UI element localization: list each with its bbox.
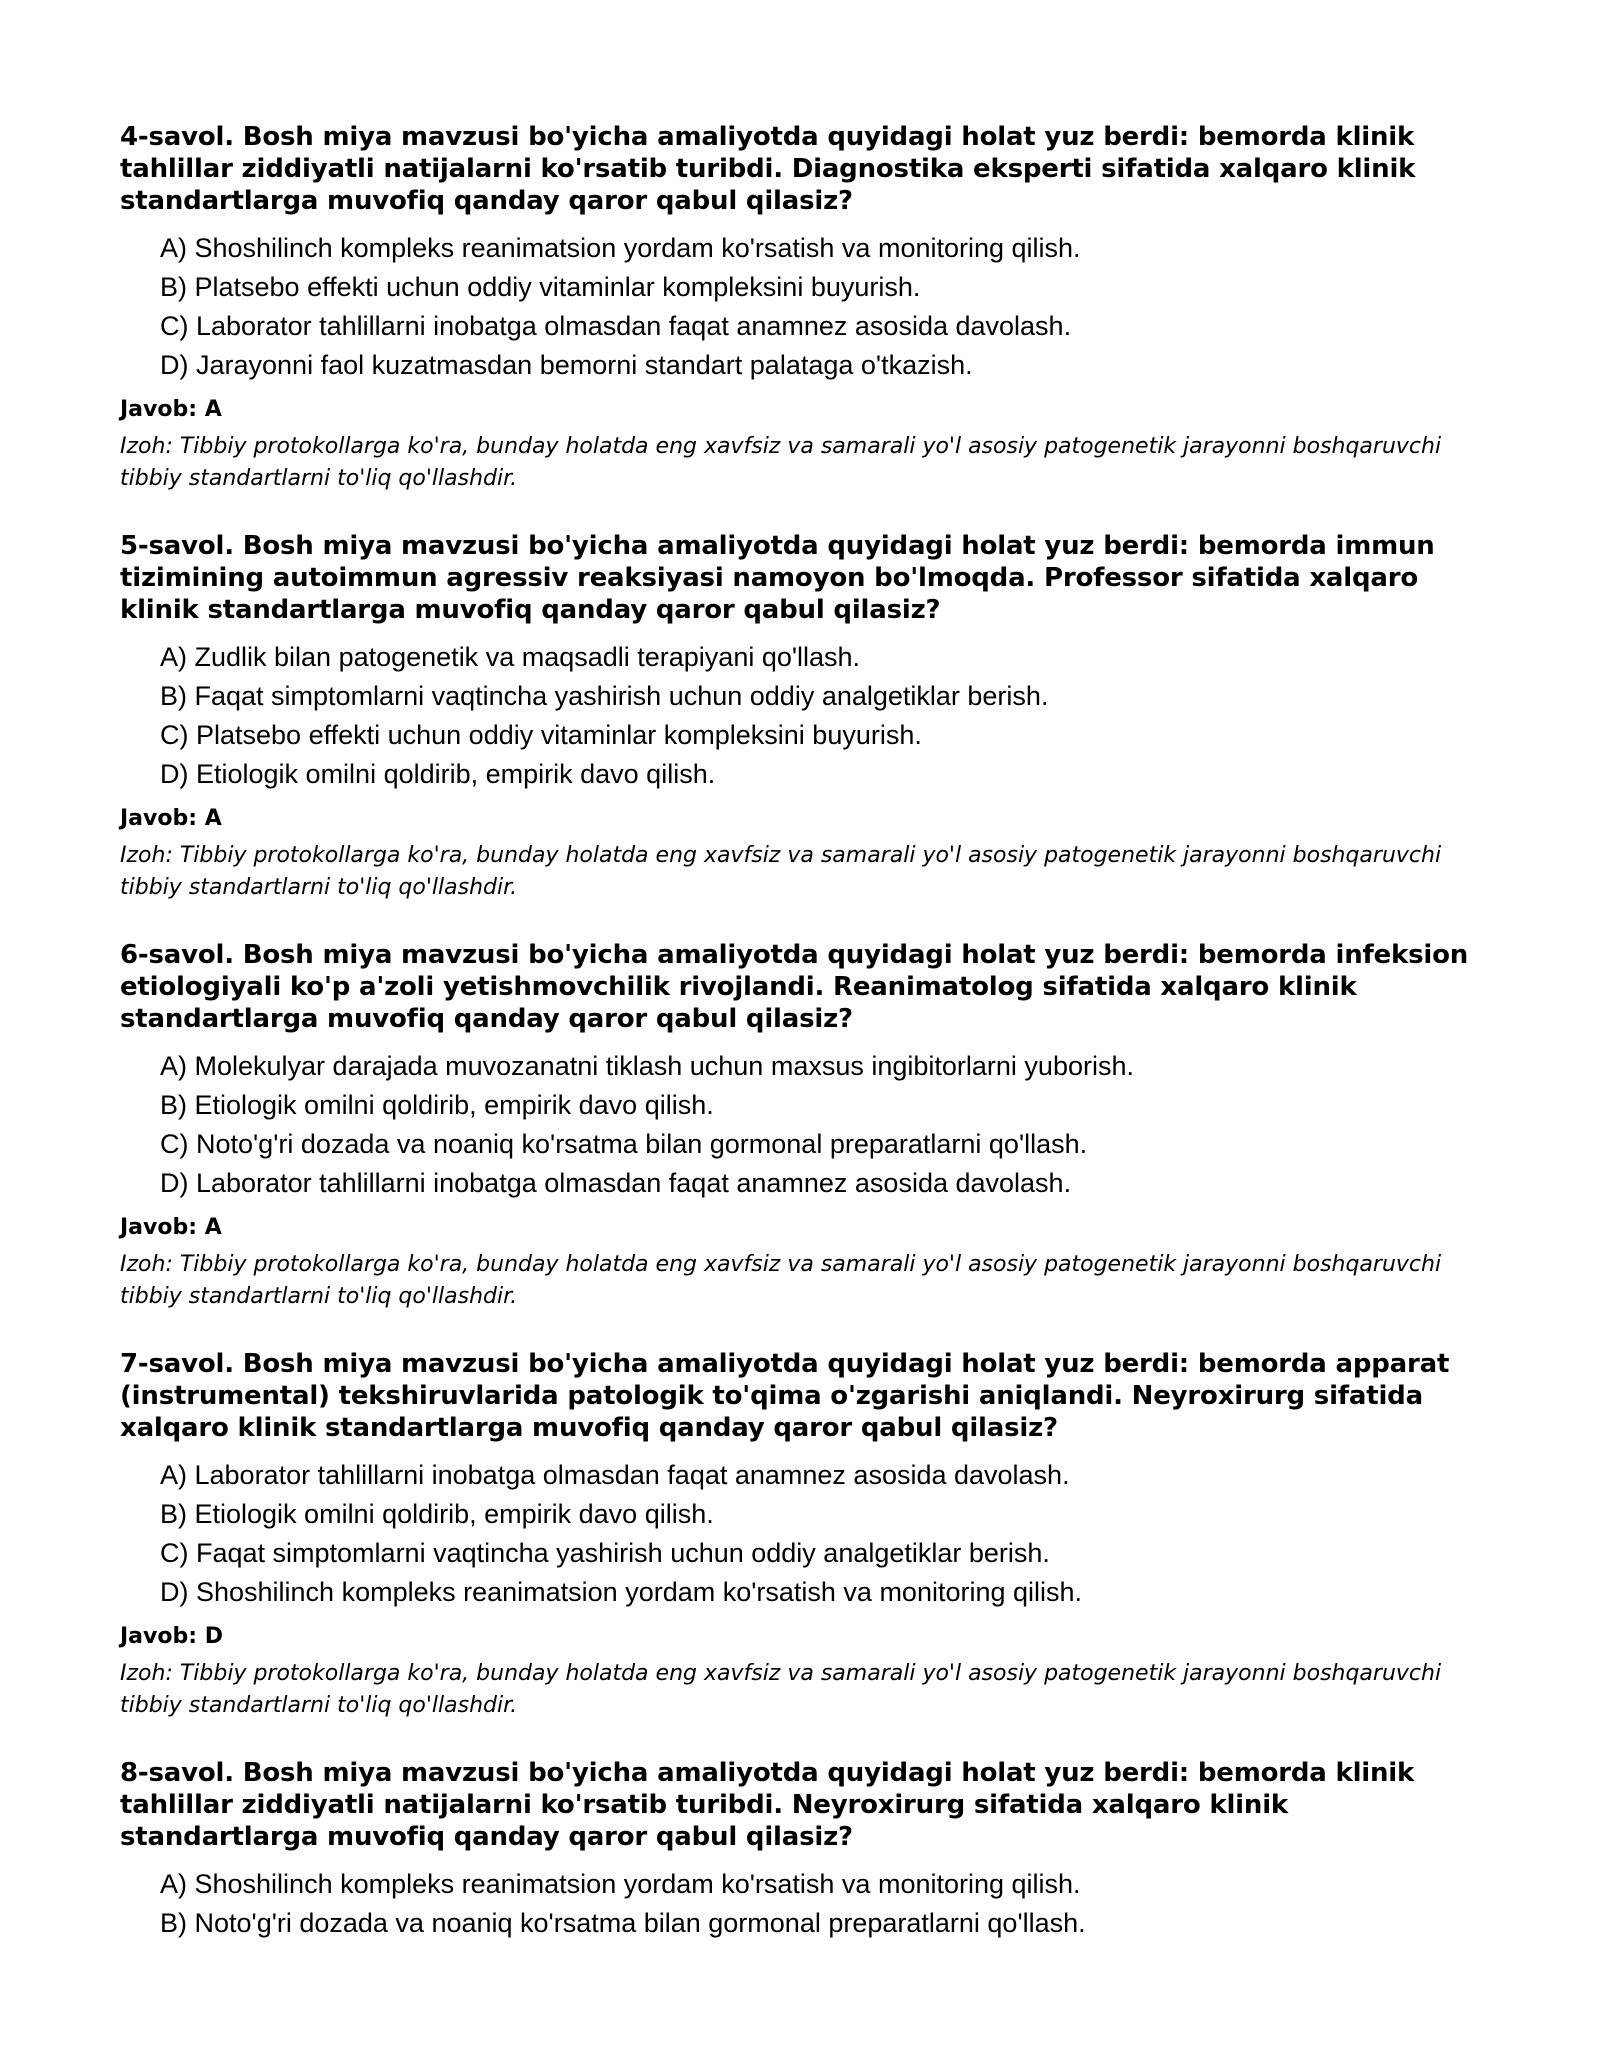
- question-block-5: [120, 530, 1480, 904]
- question-block-6: [120, 939, 1480, 1313]
- explanation-text: Izoh: Tibbiy protokollarga ko'ra, bunday holatda eng xavfsiz va samarali yo'l asosiy patogenetik jarayonni boshqaruvchi tibbiy standartlarni to'liq qo'llashdir.: [120, 1661, 1442, 1718]
- question-block-7: [120, 1348, 1480, 1722]
- option-c: C) Platsebo effekti uchun oddiy vitaminlar kompleksini buyurish.: [160, 720, 922, 750]
- question-block-8: [120, 1757, 1480, 1943]
- explanation-text: Izoh: Tibbiy protokollarga ko'ra, bunday holatda eng xavfsiz va samarali yo'l asosiy patogenetik jarayonni boshqaruvchi tibbiy standartlarni to'liq qo'llashdir.: [120, 843, 1442, 900]
- answer-label: Javob: A: [120, 397, 222, 422]
- options-list: [120, 1047, 1480, 1203]
- answer-label: Javob: A: [120, 806, 222, 831]
- option-b: B) Faqat simptomlarni vaqtincha yashirish uchun oddiy analgetiklar berish.: [160, 681, 1049, 711]
- option-c: C) Laborator tahlillarni inobatga olmasdan faqat anamnez asosida davolash.: [160, 311, 1072, 341]
- option-b: B) Platsebo effekti uchun oddiy vitaminlar kompleksini buyurish.: [160, 272, 921, 302]
- explanation-text: Izoh: Tibbiy protokollarga ko'ra, bunday holatda eng xavfsiz va samarali yo'l asosiy patogenetik jarayonni boshqaruvchi tibbiy standartlarni to'liq qo'llashdir.: [120, 434, 1442, 491]
- options-list: [120, 638, 1480, 794]
- question-text: 5-savol. Bosh miya mavzusi bo'yicha amaliyotda quyidagi holat yuz berdi: bemorda immun tizimining autoimmun agressiv reaksiyasi namoyon bo'lmoqda. Professor sifatida xalqaro klinik standartlarga muvofiq qanday qaror qabul qilasiz?: [120, 531, 1435, 625]
- options-list: [120, 1865, 1480, 1943]
- option-c: C) Faqat simptomlarni vaqtincha yashirish uchun oddiy analgetiklar berish.: [160, 1538, 1050, 1568]
- option-a: A) Zudlik bilan patogenetik va maqsadli terapiyani qo'llash.: [160, 642, 861, 672]
- option-d: D) Laborator tahlillarni inobatga olmasdan faqat anamnez asosida davolash.: [160, 1168, 1072, 1198]
- question-text: 4-savol. Bosh miya mavzusi bo'yicha amaliyotda quyidagi holat yuz berdi: bemorda klinik tahlillar ziddiyatli natijalarni ko'rsatib turibdi. Diagnostika eksperti sifatida xalqaro klinik standartlarga muvofiq qanday qaror qabul qilasiz?: [120, 122, 1416, 216]
- option-b: B) Noto'g'ri dozada va noaniq ko'rsatma bilan gormonal preparatlarni qo'llash.: [160, 1908, 1086, 1938]
- option-a: A) Molekulyar darajada muvozanatni tiklash uchun maxsus ingibitorlarni yuborish.: [160, 1051, 1134, 1081]
- option-a: A) Shoshilinch kompleks reanimatsion yordam ko'rsatish va monitoring qilish.: [160, 1869, 1081, 1899]
- answer-label: Javob: D: [120, 1624, 223, 1649]
- option-b: B) Etiologik omilni qoldirib, empirik davo qilish.: [160, 1090, 714, 1120]
- explanation-text: Izoh: Tibbiy protokollarga ko'ra, bunday holatda eng xavfsiz va samarali yo'l asosiy patogenetik jarayonni boshqaruvchi tibbiy standartlarni to'liq qo'llashdir.: [120, 1252, 1442, 1309]
- option-a: A) Shoshilinch kompleks reanimatsion yordam ko'rsatish va monitoring qilish.: [160, 233, 1081, 263]
- option-a: A) Laborator tahlillarni inobatga olmasdan faqat anamnez asosida davolash.: [160, 1460, 1070, 1490]
- option-d: D) Etiologik omilni qoldirib, empirik davo qilish.: [160, 759, 716, 789]
- options-list: [120, 229, 1480, 385]
- question-text: 6-savol. Bosh miya mavzusi bo'yicha amaliyotda quyidagi holat yuz berdi: bemorda infeksion etiologiyali ko'p a'zoli yetishmovchilik rivojlandi. Reanimatolog sifatida xalqaro klinik standartlarga muvofiq qanday qaror qabul qilasiz?: [120, 940, 1469, 1034]
- question-text: 8-savol. Bosh miya mavzusi bo'yicha amaliyotda quyidagi holat yuz berdi: bemorda klinik tahlillar ziddiyatli natijalarni ko'rsatib turibdi. Neyroxirurg sifatida xalqaro klinik standartlarga muvofiq qanday qaror qabul qilasiz?: [120, 1758, 1415, 1852]
- question-text: 7-savol. Bosh miya mavzusi bo'yicha amaliyotda quyidagi holat yuz berdi: bemorda apparat (instrumental) tekshiruvlarida patologik to'qima o'zgarishi aniqlandi. Neyroxirurg sifatida xalqaro klinik standartlarga muvofiq qanday qaror qabul qilasiz?: [120, 1349, 1450, 1443]
- question-block-4: [120, 121, 1480, 495]
- option-c: C) Noto'g'ri dozada va noaniq ko'rsatma bilan gormonal preparatlarni qo'llash.: [160, 1129, 1088, 1159]
- options-list: [120, 1456, 1480, 1612]
- option-d: D) Shoshilinch kompleks reanimatsion yordam ko'rsatish va monitoring qilish.: [160, 1577, 1083, 1607]
- answer-label: Javob: A: [120, 1215, 222, 1240]
- option-d: D) Jarayonni faol kuzatmasdan bemorni standart palataga o'tkazish.: [160, 350, 973, 380]
- option-b: B) Etiologik omilni qoldirib, empirik davo qilish.: [160, 1499, 714, 1529]
